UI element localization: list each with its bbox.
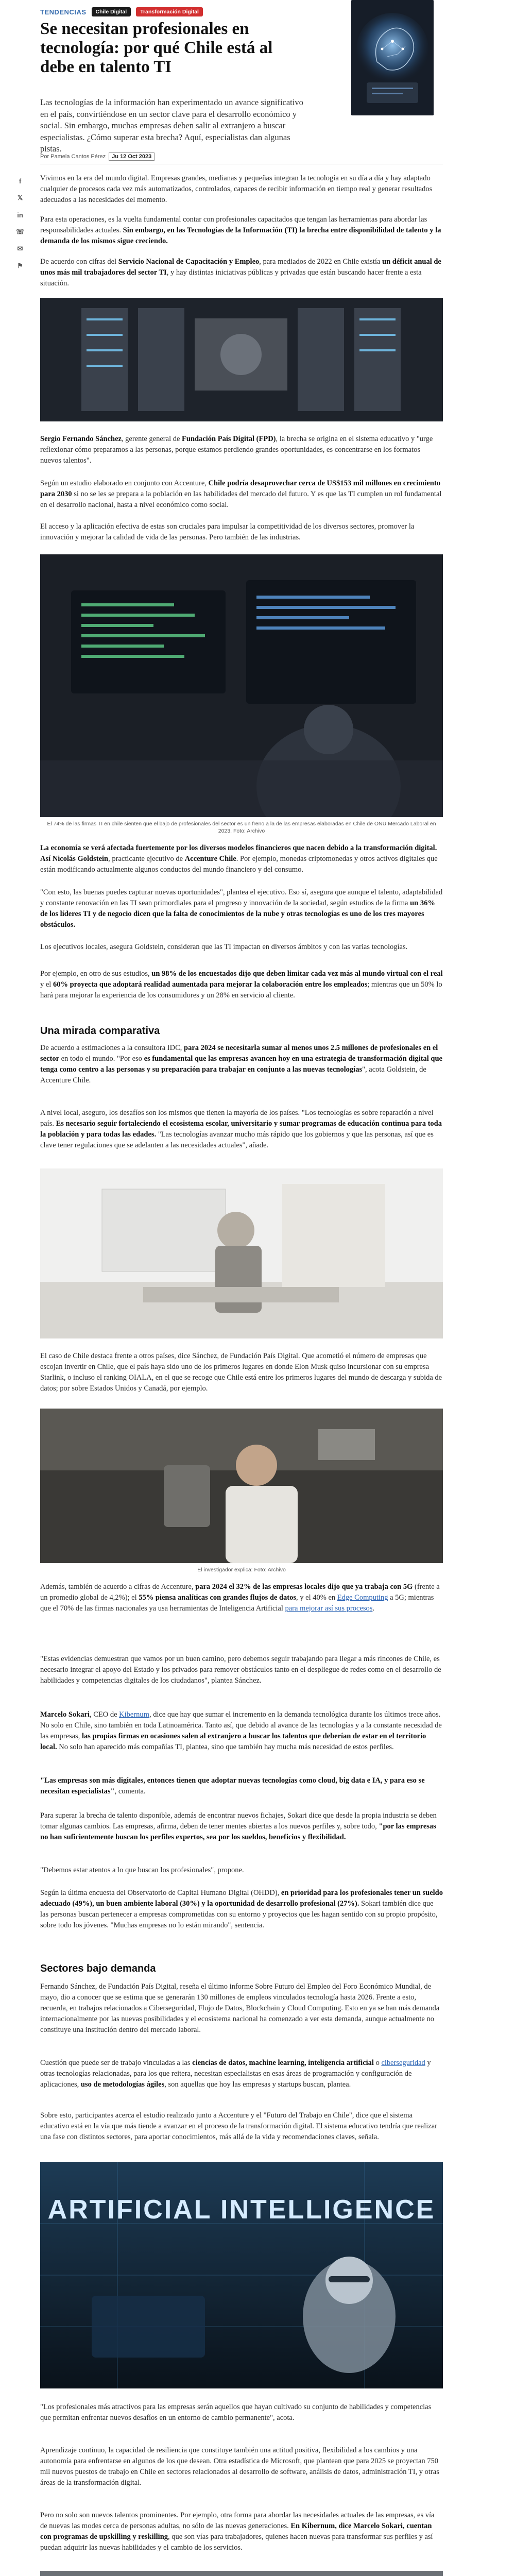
facebook-icon[interactable]: f bbox=[19, 177, 22, 185]
paragraph-20: Cuestión que puede ser de trabajo vinculadas a las ciencias de datos, machine learning, inteligencia artificial o ciberseguridad y otras tecnologías relacionadas, para los que reitera, necesitan especialistas en esas áreas de programación y configuración de aplicaciones, uso de metodologías ágiles, son aquellas que hoy las empresas y startups buscan, plantea. bbox=[40, 2059, 431, 2089]
paragraph-11: De acuerdo a estimaciones a la consultora IDC, para 2024 se necesitarla sumar al menos unos 2.5 millones de profesionales en el sector en todo el mundo. "Por eso es fundamental que las empresas avancen hoy en una estrategia de transformación digital que tenga como centro a las personas y su preparación para trabajar en conjunto a las nuevas tecnologías", acota Goldstein, de Accenture Chile. bbox=[40, 1044, 442, 1084]
paragraph-21: Sobre esto, participantes acerca el estudio realizado junto a Accenture y el "Futuro del Trabajo en Chile", dice que el sistema educativo está en la vía que más tiende a avanzar en el proceso de la transformación digital. El sistema educativo tendría que realizar una fase con distintos sectores, para aportar conocimientos, más allá de la vida y recomendaciones claves, señala. bbox=[40, 2111, 437, 2141]
paragraph-15: Marcelo Sokari, CEO de Kibernum, dice que hay que sumar el incremento en la demanda tecnológica durante los últimos trece años. No solo en Chile, sino también en toda Latinoamérica. Tanto así, que debido al avance de las tecnologías y a la constante necesidad de las empresas, las propias firmas en ocasiones salen al extranjero a buscar los talentos que deberían de estar en el territorio local. No solo han aparecido más compañías TI, plantea, sino que también hay mucha más necesidad de estos perfiles. bbox=[40, 1710, 442, 1751]
paragraph-4: Sergio Fernando Sánchez, gerente general de Fundación País Digital (FPD), la brecha se origina en el sistema educativo y "urge reflexionar cómo preparamos a las personas, porque estamos perdiendo grandes oportunidades, es concentrarse en los formatos nuevos talentos". bbox=[40, 435, 433, 465]
robot-ai-image bbox=[40, 2162, 443, 2388]
hero-image bbox=[351, 0, 434, 115]
figure-artificial-intelligence bbox=[40, 2162, 443, 2388]
ai-banner-text: ARTIFICIAL INTELLIGENCE bbox=[47, 2195, 436, 2225]
figure-researcher bbox=[40, 1409, 443, 1563]
byline-date: Ju 12 Oct 2023 bbox=[109, 152, 154, 161]
figure-team-meeting bbox=[40, 2571, 443, 2576]
paragraph-7: La economía se verá afectada fuertemente por los diversos modelos financieros que nacen debido a la transformación digital. Así Nicolás Goldstein, practicante ejecutivo de Accenture Chile. Por ejemplo, monedas criptomonedas y otros activos digitales que están modificando actualmente algunos conductos del mundo financiero y del consumo. bbox=[40, 844, 438, 874]
paragraph-22: "Los profesionales más atractivos para las empresas serán aquellos que hayan cultivado su conjunto de habilidades y competencias que permitan enfrentar nuevos desafíos en un entorno de cambio permanente", acota. bbox=[40, 2403, 432, 2422]
category-label[interactable]: TENDENCIAS bbox=[40, 8, 87, 16]
paragraph-6: El acceso y la aplicación efectiva de estas son cruciales para impulsar la competitividad de los diversos sectores, promover la innovación y mejorar la calidad de vida de las personas. Pero también de las industrias. bbox=[40, 522, 415, 541]
tag-transformacion-digital[interactable]: Transformación Digital bbox=[136, 7, 203, 16]
paragraph-19: Fernando Sánchez, de Fundación País Digital, reseña el último informe Sobre Futuro del Empleo del Foro Económico Mundial, de mayo, dio a conocer que se estima que se generarán 130 millones de empleos vinculados tecnología hasta 2026. Frente a esto, recuerda, en trabajos relacionados a Ciberseguridad, Flujo de Datos, Blockchain y Cloud Computing. Esto en ya se han más demanda internacionalmente por las nuevas posibilidades y el ecosistema nacional ha comenzado a ver esta demanda, aunque actualmente no constituye una institución dentro del mercado laboral. bbox=[40, 1982, 440, 2034]
developers-image bbox=[40, 554, 443, 817]
article-title: Se necesitan profesionales en tecnología: por qué Chile está al debe en talento TI bbox=[40, 20, 273, 76]
tag-chile-digital[interactable]: Chile Digital bbox=[92, 7, 131, 16]
paragraph-24: Pero no solo son nuevos talentos prominentes. Por ejemplo, otra forma para abordar las necesidades actuales de las empresas, es vía de nuevas las modes cerca de personas adultas, no sólo de las nuevas generaciones. En Kibernum, dice Marcelo Sokari, cuentan con programas de upskilling y reskilling, que son vías para trabajadores, quienes hacen nuevas para transformar sus perfiles y así puedan adquirir las nuevas habilidades y el cambio de los servicios. bbox=[40, 2511, 435, 2552]
figure-caption-2: El 74% de las firmas TI en chile sienten que el bajo de profesionales del sector es un freno a la de las empresas elaboradas en Chile de ONU Mercado Laboral en 2023. Foto: Archivo bbox=[47, 821, 436, 834]
paragraph-5: Según un estudio elaborado en conjunto con Accenture, Chile podría desaprovechar cerca de US$153 mil millones en crecimiento para 2030 si no se les se prepara a la población en las habilidades del mercado del futuro. Y es que las TI cumplen un rol fundamental en el desarrollo nacional, hasta a nivel económico como social. bbox=[40, 479, 442, 509]
team-meeting-image bbox=[40, 2571, 443, 2576]
paragraph-17: "Debemos estar atentos a lo que buscan los profesionales", propone. bbox=[40, 1866, 244, 1874]
paragraph-13: El caso de Chile destaca frente a otros países, dice Sánchez, de Fundación País Digital. Que acometió el número de empresas que escojan invertir en Chile, que el país haya sido uno de los primeros lugares en donde Elon Musk quiso incursionar con su empresa Starlink, o incluso el ranking OIALA, en el que se recoge que Chile está entre los primeros lugares del mundo de descarga y subida de datos; por sobre Estados Unidos y Canadá, por ejemplo. bbox=[40, 1352, 442, 1393]
paragraph-9: Los ejecutivos locales, asegura Goldstein, consideran que las TI impactan en diversos ámbitos y con las varias tecnologías. bbox=[40, 943, 408, 951]
linkedin-icon[interactable]: in bbox=[17, 211, 23, 219]
byline bbox=[40, 152, 154, 161]
laboratory-image bbox=[40, 1168, 443, 1338]
paragraph-3: De acuerdo con cifras del Servicio Nacional de Capacitación y Empleo, para mediados de 2022 en Chile existía un déficit anual de unos más mil trabajadores del sector TI, y hay distintas iniciativas públicas y privadas que están buscando hacer frente a esta situación. bbox=[40, 258, 441, 287]
researcher-image bbox=[40, 1409, 443, 1563]
subheading-comparativa: Una mirada comparativa bbox=[40, 1025, 160, 1037]
whatsapp-icon[interactable]: ☏ bbox=[15, 228, 25, 235]
paragraph-16: Para superar la brecha de talento disponible, además de encontrar nuevos fichajes, Sokari dice que desde la propia industria se deben tomar algunas cambios. Las empresas, afirma, deben de tener mentes abiertas a los nuevos perfiles y, sobre todo, "por las empresas no han suficientemente buscan los perfiles expertos, sea por los sueldos, beneficios y flexibilidad. bbox=[40, 1811, 437, 1841]
quote-2: "Las empresas son más digitales, entonces tienen que adoptar nuevas tecnologías como cloud, big data e IA, y para eso se necesitan especialistas", comenta. bbox=[40, 1776, 425, 1795]
article-lead: Las tecnologías de la información han experimentado un avance significativo en el país, convirtiéndose en un sector clave para el desarrollo económico y social. Sin embargo, muchas empresas deben salir al extranjero a buscar especialistas. ¿Cómo superar esta brecha? Aquí, especialistas dan algunas pistas. bbox=[40, 97, 303, 154]
x-twitter-icon[interactable]: 𝕏 bbox=[17, 194, 23, 201]
paragraph-14: Además, también de acuerdo a cifras de Accenture, para 2024 el 32% de las empresas locales dijo que ya trabaja con 5G (frente a un promedio global de 4,2%); el 55% piensa analíticas con grandes flujos de datos, y el 40% en Edge Computing a 5G; mientras que el 70% de las firmas nacionales ya usa herramientas de Inteligencia Artificial para mejorar así sus procesos. bbox=[40, 1583, 440, 1613]
paragraph-10: Por ejemplo, en otro de sus estudios, un 98% de los encuestados dijo que deben limitar cada vez más al mundo virtual con el real y el 60% proyecta que adoptará realidad aumentada para mejorar la colaboración entre los empleados; mientras que un 50% lo hará para mejorar la experiencia de los consumidores y un 28% en servicio al cliente. bbox=[40, 970, 443, 999]
data-center-image bbox=[40, 298, 443, 421]
email-icon[interactable]: ✉ bbox=[17, 245, 23, 252]
figure-laboratory bbox=[40, 1168, 443, 1338]
paragraph-18: Según la última encuesta del Observatorio de Capital Humano Digital (OHDD), en prioridad para los profesionales tener un sueldo adecuado (49%), un buen ambiente laboral (30%) y la oportunidad de desarrollo profesional (27%). Sokari también dice que las personas buscan pertenecer a empresas comprometidas con su entorno y proyectos que les hagan sentido con su propio propósito, sobre todo los jóvenes. "Muchas empresas no lo están mirando", sentencia. bbox=[40, 1889, 443, 1929]
paragraph-12: A nivel local, aseguro, los desafíos son los mismos que tienen la mayoría de los países. "Los tecnologías es sobre reparación a nivel país. Es necesario seguir fortaleciendo el ecosistema escolar, universitario y sumar programas de educación continua para toda la población y para todas las edades. "Las tecnologías avanzar mucho más rápido que los gobiernos y que las personas, así que es clave tener regulaciones que se adelanten a las necesidades actuales", añade. bbox=[40, 1109, 442, 1149]
figure-caption-4: El investigador explica: Foto: Archivo bbox=[197, 1567, 286, 1573]
byline-author[interactable]: Por Pamela Cantos Pérez bbox=[40, 154, 106, 160]
share-bar bbox=[14, 175, 26, 272]
paragraph-23: Aprendizaje continuo, la capacidad de resiliencia que constituye también una actitud positiva, flexibilidad a los cambios y una autonomía para enfrentarse en algunos de los que desean. Otra estadística de Microsoft, que plantean que para 2025 se proyectan 750 mil nuevos puestos de trabajo en Chile en sectores relacionados al desarrollo de software, análisis de datos, administración TI, y otras áreas de la transformación digital. bbox=[40, 2446, 439, 2487]
digital-brain-icon bbox=[351, 0, 434, 115]
figure-developers bbox=[40, 554, 443, 817]
quote-1: "Estas evidencias demuestran que vamos por un buen camino, pero debemos seguir trabajando para llegar a más rincones de Chile, es necesario integrar el apoyo del Estado y los privados para remover obstáculos tanto en el despliegue de redes como en el desarrollo de habilidades y competencias digitales de los ciudadanos", plantea Sánchez. bbox=[40, 1655, 441, 1685]
subheading-demanda: Sectores bajo demanda bbox=[40, 1963, 156, 1974]
figure-data-center bbox=[40, 298, 443, 421]
bookmark-icon[interactable]: ⚑ bbox=[17, 262, 23, 269]
paragraph-2: Para esta operaciones, es la vuelta fundamental contar con profesionales capacitados que tengan las herramientas para abordar las responsabilidades actuales. Sin embargo, en las Tecnologías de la Información (TI) la brecha entre disponibilidad de talento y la demanda de los mismos sigue creciendo. bbox=[40, 215, 441, 245]
category-row bbox=[40, 7, 203, 16]
paragraph-8: "Con esto, las buenas puedes capturar nuevas oportunidades", plantea el ejecutivo. Eso sí, asegura que aunque el talento, adaptabilidad y constante renovación en las TI sean primordiales para el progreso y innovación de la sociedad, según estudios de la firma un 36% de los líderes TI y de negocio dicen que la falta de conocimientos de la nube y otras tecnologías es uno de los tres mayores obstáculos. bbox=[40, 888, 443, 929]
paragraph-1: Vivimos en la era del mundo digital. Empresas grandes, medianas y pequeñas integran la tecnología en su día a día y hay adaptado cualquier de procesos cada vez más automatizados, controlados, capaces de recibir información en tiempo real y generar resultados adecuados a las necesidades del momento. bbox=[40, 174, 433, 204]
